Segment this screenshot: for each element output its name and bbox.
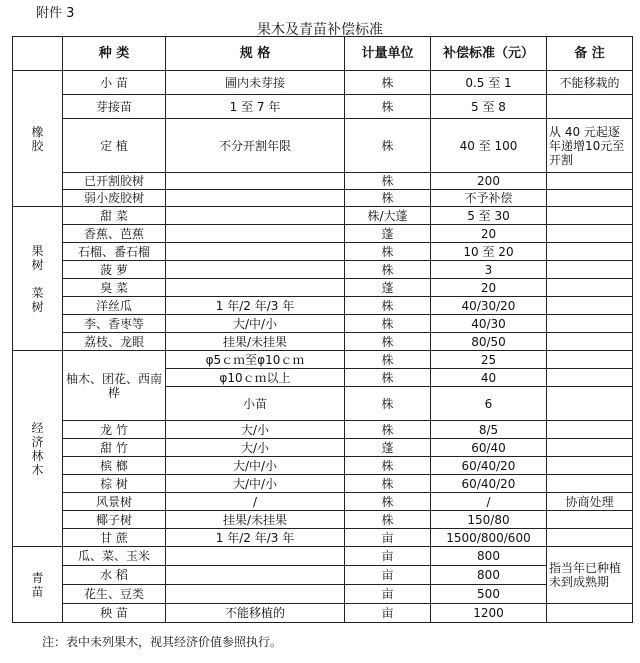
group-note: 指当年已种植未到成熟期 — [547, 547, 633, 604]
item-unit: 株 — [345, 421, 431, 439]
table-row — [13, 279, 633, 297]
item-name: 菠 萝 — [63, 261, 166, 279]
item-unit: 亩 — [345, 547, 431, 566]
item-note — [547, 207, 633, 225]
item-name: 甜 菜 — [63, 207, 166, 225]
item-unit: 亩 — [345, 529, 431, 547]
item-name: 槟 榔 — [63, 457, 166, 475]
item-spec: / — [166, 493, 345, 511]
item-unit: 亩 — [345, 604, 431, 623]
item-standard: 800 — [431, 566, 547, 585]
item-standard: 40/30 — [431, 315, 547, 333]
item-standard: 10 至 20 — [431, 243, 547, 261]
item-unit: 蓬 — [345, 279, 431, 297]
item-standard: 60/40 — [431, 439, 547, 457]
item-note — [547, 529, 633, 547]
item-note — [547, 457, 633, 475]
compensation-table — [12, 36, 633, 623]
item-name: 洋丝瓜 — [63, 297, 166, 315]
item-standard: 1500/800/600 — [431, 529, 547, 547]
item-spec: 小苗 — [166, 387, 345, 421]
item-note — [547, 511, 633, 529]
item-unit: 株 — [345, 493, 431, 511]
item-standard: 5 至 30 — [431, 207, 547, 225]
item-name: 甜 竹 — [63, 439, 166, 457]
item-spec — [166, 261, 345, 279]
item-name: 定 植 — [63, 119, 166, 173]
item-name: 瓜、菜、玉米 — [63, 547, 166, 566]
item-unit: 株 — [345, 511, 431, 529]
item-standard: / — [431, 493, 547, 511]
item-spec: 大/小 — [166, 421, 345, 439]
item-unit: 株/大蓬 — [345, 207, 431, 225]
item-spec: 1 至 7 年 — [166, 95, 345, 119]
item-standard: 1200 — [431, 604, 547, 623]
table-row — [13, 315, 633, 333]
item-note — [547, 190, 633, 207]
table-row — [13, 566, 633, 585]
item-standard: 5 至 8 — [431, 95, 547, 119]
table-row — [13, 493, 633, 511]
item-unit: 株 — [345, 261, 431, 279]
table-row — [13, 439, 633, 457]
item-spec: 1 年/2 年/3 年 — [166, 297, 345, 315]
item-spec — [166, 585, 345, 604]
item-note — [547, 225, 633, 243]
item-spec: 不分开割年限 — [166, 119, 345, 173]
item-note — [547, 297, 633, 315]
item-name: 小 苗 — [63, 71, 166, 95]
item-standard: 40/30/20 — [431, 297, 547, 315]
table-row — [13, 95, 633, 119]
item-note — [547, 475, 633, 493]
item-note — [547, 243, 633, 261]
item-unit: 株 — [345, 351, 431, 369]
table-row — [13, 333, 633, 351]
item-unit: 株 — [345, 173, 431, 190]
item-note — [547, 369, 633, 387]
item-name: 水 稻 — [63, 566, 166, 585]
header-blank — [13, 37, 63, 71]
item-name: 李、香枣等 — [63, 315, 166, 333]
category-cell: 经 济 林 木 — [13, 351, 63, 547]
item-unit: 株 — [345, 333, 431, 351]
header-spec: 规 格 — [166, 37, 345, 71]
item-note — [547, 315, 633, 333]
header-item: 种 类 — [63, 37, 166, 71]
item-name: 芽接苗 — [63, 95, 166, 119]
item-spec — [166, 173, 345, 190]
table-row — [13, 37, 633, 71]
item-name: 椰子树 — [63, 511, 166, 529]
item-name: 棕 树 — [63, 475, 166, 493]
item-standard: 800 — [431, 547, 547, 566]
item-standard: 25 — [431, 351, 547, 369]
item-name: 已开割胶树 — [63, 173, 166, 190]
table-row — [13, 457, 633, 475]
item-unit: 株 — [345, 369, 431, 387]
item-spec — [166, 279, 345, 297]
item-name: 荔枝、龙眼 — [63, 333, 166, 351]
item-standard: 60/40/20 — [431, 457, 547, 475]
item-note: 协商处理 — [547, 493, 633, 511]
item-standard: 200 — [431, 173, 547, 190]
item-name: 臭 菜 — [63, 279, 166, 297]
item-spec: 大/小 — [166, 439, 345, 457]
item-standard: 40 — [431, 369, 547, 387]
item-name: 花生、豆类 — [63, 585, 166, 604]
item-note — [547, 279, 633, 297]
table-row — [13, 261, 633, 279]
item-unit: 株 — [345, 387, 431, 421]
item-standard: 8/5 — [431, 421, 547, 439]
header-unit: 计量单位 — [345, 37, 431, 71]
table-row — [13, 297, 633, 315]
table-row — [13, 190, 633, 207]
item-spec — [166, 190, 345, 207]
item-note — [547, 604, 633, 623]
item-unit: 株 — [345, 315, 431, 333]
item-unit: 株 — [345, 457, 431, 475]
item-unit: 株 — [345, 243, 431, 261]
table-row — [13, 529, 633, 547]
table-row — [13, 475, 633, 493]
table-row — [13, 173, 633, 190]
item-name: 石榴、番石榴 — [63, 243, 166, 261]
item-name: 甘 蔗 — [63, 529, 166, 547]
table-row — [13, 351, 633, 369]
item-name: 弱小废胶树 — [63, 190, 166, 207]
document-title: 果木及青苗补偿标准 — [257, 22, 383, 38]
item-unit: 亩 — [345, 585, 431, 604]
item-unit: 株 — [345, 190, 431, 207]
table-row — [13, 547, 633, 566]
item-spec: 不能移植的 — [166, 604, 345, 623]
item-note — [547, 387, 633, 421]
item-unit: 蓬 — [345, 439, 431, 457]
item-note: 从 40 元起逐年递增10元至开割 — [547, 119, 633, 173]
header-note: 备 注 — [547, 37, 633, 71]
table-row — [13, 421, 633, 439]
item-spec — [166, 207, 345, 225]
item-standard: 60/40/20 — [431, 475, 547, 493]
item-standard: 6 — [431, 387, 547, 421]
item-spec: φ5ｃｍ至φ10ｃｍ — [166, 351, 345, 369]
item-note — [547, 333, 633, 351]
item-note — [547, 173, 633, 190]
item-note — [547, 261, 633, 279]
item-standard: 20 — [431, 279, 547, 297]
item-spec: 大/中/小 — [166, 315, 345, 333]
item-unit: 株 — [345, 119, 431, 173]
attachment-label: 附件 3 — [36, 6, 75, 21]
item-name: 风景树 — [63, 493, 166, 511]
item-note — [547, 421, 633, 439]
item-name: 柚木、团花、西南桦 — [63, 351, 166, 421]
item-standard: 150/80 — [431, 511, 547, 529]
item-unit: 株 — [345, 297, 431, 315]
item-note — [547, 95, 633, 119]
category-cell: 橡 胶 — [13, 71, 63, 207]
item-note — [547, 439, 633, 457]
item-spec: 1 年/2 年/3 年 — [166, 529, 345, 547]
category-cell: 果 树 菜 树 — [13, 207, 63, 351]
item-spec: 挂果/未挂果 — [166, 511, 345, 529]
item-spec: 大/中/小 — [166, 457, 345, 475]
item-spec — [166, 225, 345, 243]
item-spec: φ10ｃｍ以上 — [166, 369, 345, 387]
item-unit: 株 — [345, 475, 431, 493]
item-standard: 3 — [431, 261, 547, 279]
header-std: 补偿标准（元） — [431, 37, 547, 71]
item-spec — [166, 243, 345, 261]
item-spec: 圃内未芽接 — [166, 71, 345, 95]
table-row — [13, 119, 633, 173]
item-standard: 80/50 — [431, 333, 547, 351]
item-name: 龙 竹 — [63, 421, 166, 439]
item-standard: 20 — [431, 225, 547, 243]
item-name: 秧 苗 — [63, 604, 166, 623]
table-row — [13, 604, 633, 623]
item-note — [547, 351, 633, 369]
item-name: 香蕉、芭蕉 — [63, 225, 166, 243]
item-unit: 蓬 — [345, 225, 431, 243]
item-standard: 500 — [431, 585, 547, 604]
footnote: 注：表中未列果木，视其经济价值参照执行。 — [42, 635, 283, 649]
item-spec: 大/中/小 — [166, 475, 345, 493]
item-standard: 0.5 至 1 — [431, 71, 547, 95]
table-row — [13, 207, 633, 225]
item-note: 不能移栽的 — [547, 71, 633, 95]
item-unit: 株 — [345, 71, 431, 95]
table-row — [13, 243, 633, 261]
table-row — [13, 585, 633, 604]
item-standard: 不予补偿 — [431, 190, 547, 207]
item-spec — [166, 547, 345, 566]
item-unit: 株 — [345, 95, 431, 119]
table-row — [13, 511, 633, 529]
item-standard: 40 至 100 — [431, 119, 547, 173]
table-row — [13, 225, 633, 243]
category-cell: 青 苗 — [13, 547, 63, 623]
item-unit: 亩 — [345, 566, 431, 585]
item-spec: 挂果/未挂果 — [166, 333, 345, 351]
table-row — [13, 71, 633, 95]
item-spec — [166, 566, 345, 585]
